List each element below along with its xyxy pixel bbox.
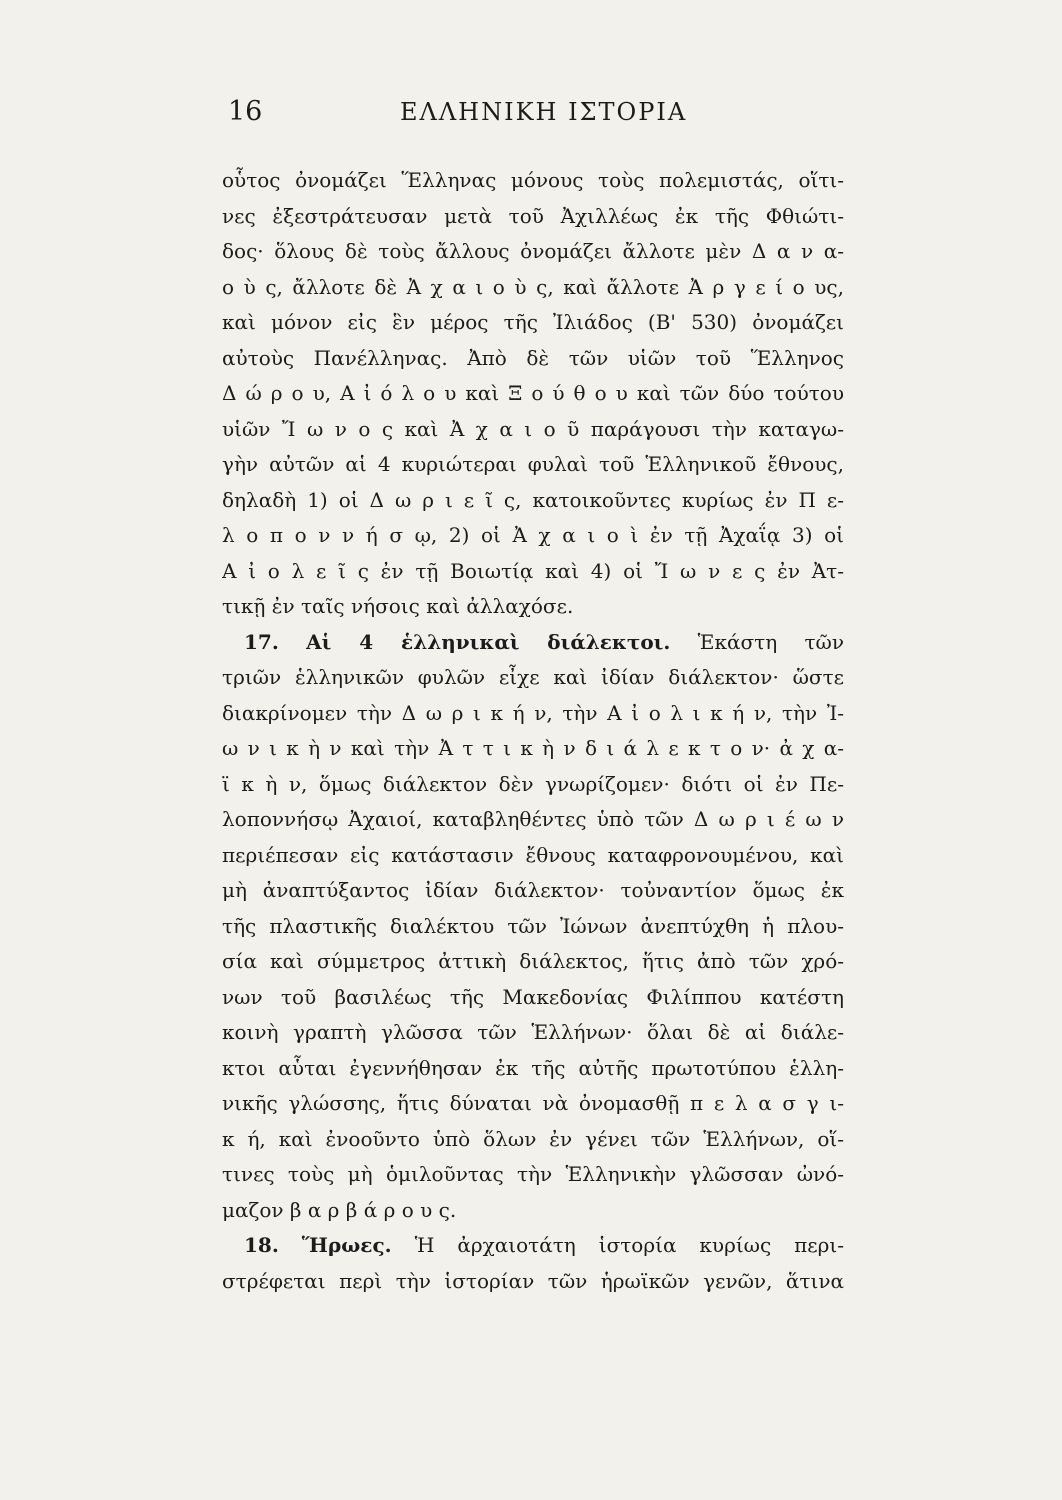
text-line: διακρίνομεν τὴν Δ ω ρ ι κ ή ν, τὴν Α ἰ ο λ ι κ ή ν, τὴν Ἰ- xyxy=(222,700,844,725)
text-line: κοινὴ γραπτὴ γλῶσσα τῶν Ἑλλήνων· ὅλαι δὲ αἱ διάλε- xyxy=(222,1020,844,1044)
text-span: Ἑκάστη τῶν xyxy=(697,629,844,654)
running-title: ΕΛΛΗΝΙΚΗ ΙΣΤΟΡΙΑ xyxy=(400,98,688,126)
text-line: ω ν ι κ ὴ ν καὶ τὴν Ἀ τ τ ι κ ὴ ν δ ι ά λ ε κ τ ο ν· ἀ χ α- xyxy=(222,736,844,760)
text-line: τινες τοὺς μὴ ὁμιλοῦντας τὴν Ἑλληνικὴν γλῶσσαν ὠνό- xyxy=(222,1162,844,1186)
text-line: περιέπεσαν εἰς κατάστασιν ἔθνους καταφρονουμένου, καὶ xyxy=(222,842,844,867)
section-number: 18. xyxy=(244,1233,279,1257)
text-line: νικῆς γλώσσης, ἥτις δύναται νὰ ὀνομασθῇ π ε λ α σ γ ι- xyxy=(222,1091,844,1115)
text-line: Α ἰ ο λ ε ῖ ς ἐν τῇ Βοιωτίᾳ καὶ 4) οἱ Ἴ ω ν ε ς ἐν Ἀτ- xyxy=(222,558,844,583)
text-line: δηλαδὴ 1) οἱ Δ ω ρ ι ε ῖ ς, κατοικοῦντες κυρίως ἐν Π ε- xyxy=(222,487,844,512)
text-line: οὗτος ὀνομάζει Ἕλληνας μόνους τοὺς πολεμιστάς, οἵτι- xyxy=(222,168,844,192)
section-title: Αἱ 4 ἑλληνικαὶ διάλεκτοι. xyxy=(306,629,671,654)
section-title: Ἥρωες. xyxy=(301,1233,392,1257)
text-line: γὴν αὐτῶν αἱ 4 κυριώτεραι φυλαὶ τοῦ Ἑλληνικοῦ ἔθνους, xyxy=(222,452,844,476)
text-line: υἱῶν Ἴ ω ν ο ς καὶ Ἀ χ α ι ο ῦ παράγουσι τὴν καταγω- xyxy=(222,416,844,441)
text-line: ο ὺ ς, ἄλλοτε δὲ Ἀ χ α ι ο ὺ ς, καὶ ἄλλοτε Ἀ ρ γ ε ί ο υς, xyxy=(222,274,844,299)
body-text xyxy=(222,163,844,1299)
text-line: κτοι αὗται ἐγεννήθησαν ἐκ τῆς αὐτῆς πρωτοτύπου ἑλλη- xyxy=(222,1055,844,1080)
text-line: λοποννήσῳ Ἀχαιοί, καταβληθέντες ὑπὸ τῶν Δ ω ρ ι έ ω ν xyxy=(222,807,844,831)
text-line: μὴ ἀναπτύξαντος ἰδίαν διάλεκτον· τοὐναντίον ὅμως ἐκ xyxy=(222,878,844,902)
text-line: νων τοῦ βασιλέως τῆς Μακεδονίας Φιλίππου κατέστη xyxy=(222,984,844,1009)
text-line: τικῇ ἐν ταῖς νήσοις καὶ ἀλλαχόσε. xyxy=(222,594,574,618)
page-number: 16 xyxy=(228,96,263,127)
page-header xyxy=(210,96,850,136)
text-line: λ ο π ο ν ν ή σ ῳ, 2) οἱ Ἀ χ α ι ο ὶ ἐν τῇ Ἀχαΐᾳ 3) οἱ xyxy=(222,523,844,547)
text-line: μαζον β α ρ β ά ρ ο υ ς. xyxy=(222,1197,457,1222)
text-line: Δ ώ ρ ο υ, Α ἰ ό λ ο υ καὶ Ξ ο ύ θ ο υ καὶ τῶν δύο τούτου xyxy=(222,381,844,405)
text-line: στρέφεται περὶ τὴν ἱστορίαν τῶν ἡρωϊκῶν γενῶν, ἅτινα xyxy=(222,1268,844,1293)
section-18-heading-line xyxy=(222,1228,844,1264)
text-line: δος· ὅλους δὲ τοὺς ἄλλους ὀνομάζει ἄλλοτε μὲν Δ α ν α- xyxy=(222,239,844,263)
text-span: Ἡ ἀρχαιοτάτη ἱστορία κυρίως περι- xyxy=(414,1233,844,1257)
text-line: αὐτοὺς Πανέλληνας. Ἀπὸ δὲ τῶν υἱῶν τοῦ Ἕλληνος xyxy=(222,345,844,370)
text-line: ϊ κ ὴ ν, ὅμως διάλεκτον δὲν γνωρίζομεν· διότι οἱ ἐν Πε- xyxy=(222,771,844,796)
text-line: κ ή, καὶ ἐνοοῦντο ὑπὸ ὅλων ἐν γένει τῶν Ἑλλήνων, οἵ- xyxy=(222,1126,844,1151)
text-line: νες ἐξεστράτευσαν μετὰ τοῦ Ἀχιλλέως ἐκ τῆς Φθιώτι- xyxy=(222,203,844,228)
text-line: καὶ μόνον εἰς ἓν μέρος τῆς Ἰλιάδος (Β' 530) ὀνομάζει xyxy=(222,310,844,334)
section-17-heading-line xyxy=(222,625,844,661)
text-line: τῆς πλαστικῆς διαλέκτου τῶν Ἰώνων ἀνεπτύχθη ἡ πλου- xyxy=(222,913,844,938)
text-line: τριῶν ἑλληνικῶν φυλῶν εἶχε καὶ ἰδίαν διάλεκτον· ὥστε xyxy=(222,665,844,689)
section-number: 17. xyxy=(244,629,279,654)
text-line: σία καὶ σύμμετρος ἀττικὴ διάλεκτος, ἥτις ἀπὸ τῶν χρό- xyxy=(222,949,844,973)
